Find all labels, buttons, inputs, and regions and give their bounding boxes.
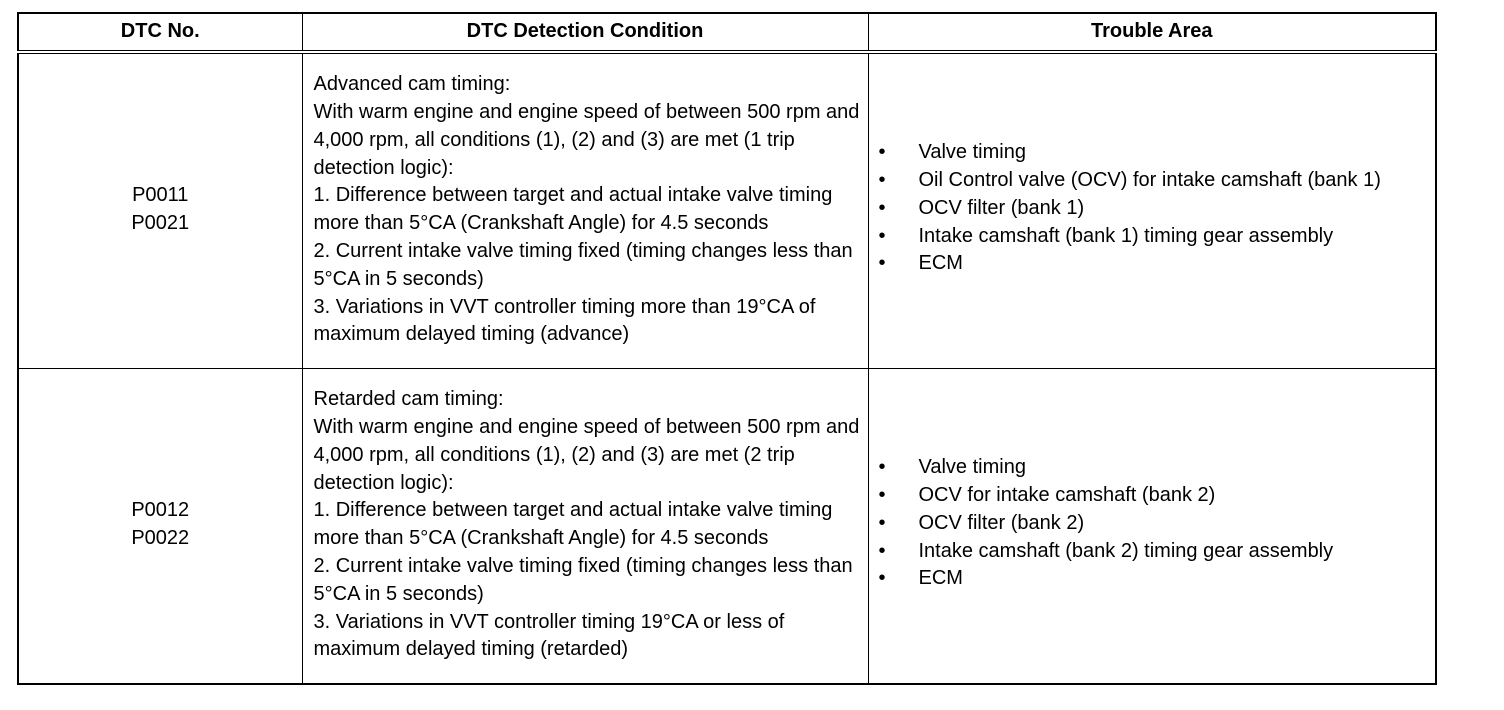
list-item [879, 250, 1416, 278]
list-item [879, 454, 1416, 482]
condition-line: With warm engine and engine speed of between 500 rpm and 4,000 rpm, all conditions (1), (2) and (3) are met (2 trip detection logic): [313, 416, 860, 494]
trouble-area-text: Intake camshaft (bank 2) timing gear assembly [918, 539, 1334, 562]
table-row [18, 368, 1436, 684]
bullet-icon: • [878, 567, 886, 590]
bullet-icon: • [878, 224, 886, 247]
dtc-table [17, 12, 1437, 685]
trouble-area-text: ECM [918, 567, 963, 590]
trouble-area-list [879, 139, 1416, 278]
trouble-area-cell [868, 368, 1436, 684]
trouble-area-list [879, 454, 1416, 593]
header-detection-condition: DTC Detection Condition [302, 13, 868, 52]
detection-condition-cell [302, 52, 868, 368]
bullet-icon: • [878, 252, 886, 275]
trouble-area-text: Oil Control valve (OCV) for intake camshaft (bank 1) [918, 169, 1381, 192]
detection-condition-cell [302, 368, 868, 684]
trouble-area-text: OCV filter (bank 1) [918, 196, 1085, 219]
bullet-icon: • [878, 141, 886, 164]
bullet-icon: • [878, 169, 886, 192]
bullet-icon: • [878, 539, 886, 562]
trouble-area-cell [868, 52, 1436, 368]
trouble-area-text: Valve timing [918, 456, 1026, 479]
bullet-icon: • [878, 196, 886, 219]
bullet-icon: • [878, 456, 886, 479]
dtc-code-cell [18, 52, 302, 368]
dtc-code: P0021 [131, 211, 190, 234]
condition-line: 1. Difference between target and actual intake valve timing more than 5°CA (Crankshaft Angle) for 4.5 seconds [313, 184, 833, 235]
bullet-icon: • [878, 484, 886, 507]
dtc-code: P0011 [132, 183, 189, 206]
header-trouble-area: Trouble Area [868, 13, 1436, 52]
condition-line: 2. Current intake valve timing fixed (timing changes less than 5°CA in 5 seconds) [313, 555, 853, 605]
header-dtc-no: DTC No. [18, 13, 302, 52]
dtc-code-cell [18, 368, 302, 684]
bullet-icon: • [878, 511, 886, 534]
dtc-code: P0022 [131, 526, 190, 549]
list-item [879, 223, 1416, 251]
condition-line: 2. Current intake valve timing fixed (timing changes less than 5°CA in 5 seconds) [313, 240, 853, 290]
condition-line: 3. Variations in VVT controller timing 19°CA or less of maximum delayed timing (retarded) [313, 610, 785, 661]
trouble-area-text: Intake camshaft (bank 1) timing gear assembly [918, 224, 1334, 247]
trouble-area-text: ECM [918, 252, 963, 275]
condition-line: Retarded cam timing: [313, 388, 504, 411]
list-item [879, 510, 1416, 538]
list-item [879, 139, 1416, 167]
trouble-area-text: OCV filter (bank 2) [918, 511, 1085, 534]
list-item [879, 538, 1416, 566]
condition-line: Advanced cam timing: [313, 73, 511, 96]
list-item [879, 195, 1416, 223]
list-item [879, 482, 1416, 510]
trouble-area-text: Valve timing [918, 141, 1026, 164]
condition-line: 1. Difference between target and actual intake valve timing more than 5°CA (Crankshaft Angle) for 4.5 seconds [313, 499, 833, 550]
dtc-code: P0012 [131, 498, 190, 521]
list-item [879, 565, 1416, 593]
header-row [18, 13, 1436, 52]
trouble-area-text: OCV for intake camshaft (bank 2) [918, 484, 1216, 507]
condition-line: With warm engine and engine speed of between 500 rpm and 4,000 rpm, all conditions (1), (2) and (3) are met (1 trip detection logic): [313, 101, 860, 179]
table-row [18, 52, 1436, 368]
list-item [879, 167, 1416, 195]
condition-line: 3. Variations in VVT controller timing more than 19°CA of maximum delayed timing (advance) [313, 295, 816, 346]
